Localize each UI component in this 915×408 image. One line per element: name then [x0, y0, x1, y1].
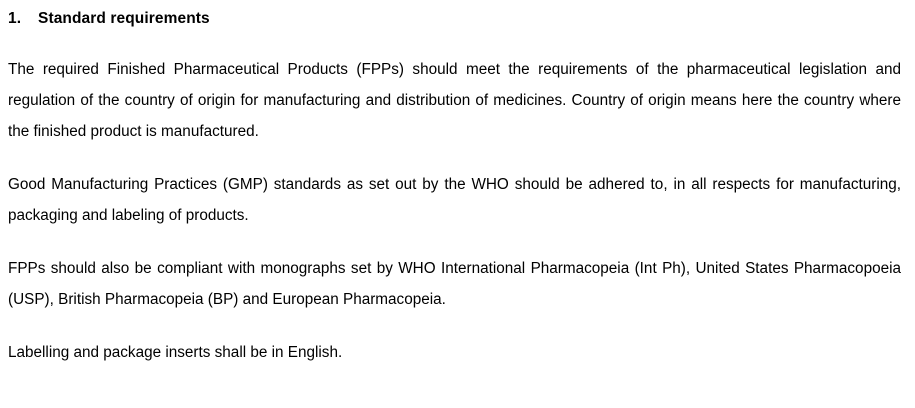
paragraph-3: FPPs should also be compliant with monographs set by WHO International Pharmacopeia (Int Ph), United States Pharmacopoeia (USP), British Pharmacopeia (BP) and European Pharmacopeia.: [8, 260, 901, 308]
paragraph-4: Labelling and package inserts shall be in English.: [8, 344, 343, 361]
section-number: 1.: [8, 10, 22, 27]
section-title: Standard requirements: [38, 10, 210, 27]
section-heading: [8, 10, 901, 28]
paragraph-2: Good Manufacturing Practices (GMP) standards as set out by the WHO should be adhered to, in all respects for manufacturing, packaging and labeling of products.: [8, 176, 901, 224]
paragraph-1: The required Finished Pharmaceutical Products (FPPs) should meet the requirements of the pharmaceutical legislation and regulation of the country of origin for manufacturing and distribution of medicines. Country of origin means here the country where the finished product is manufactured.: [8, 61, 901, 140]
